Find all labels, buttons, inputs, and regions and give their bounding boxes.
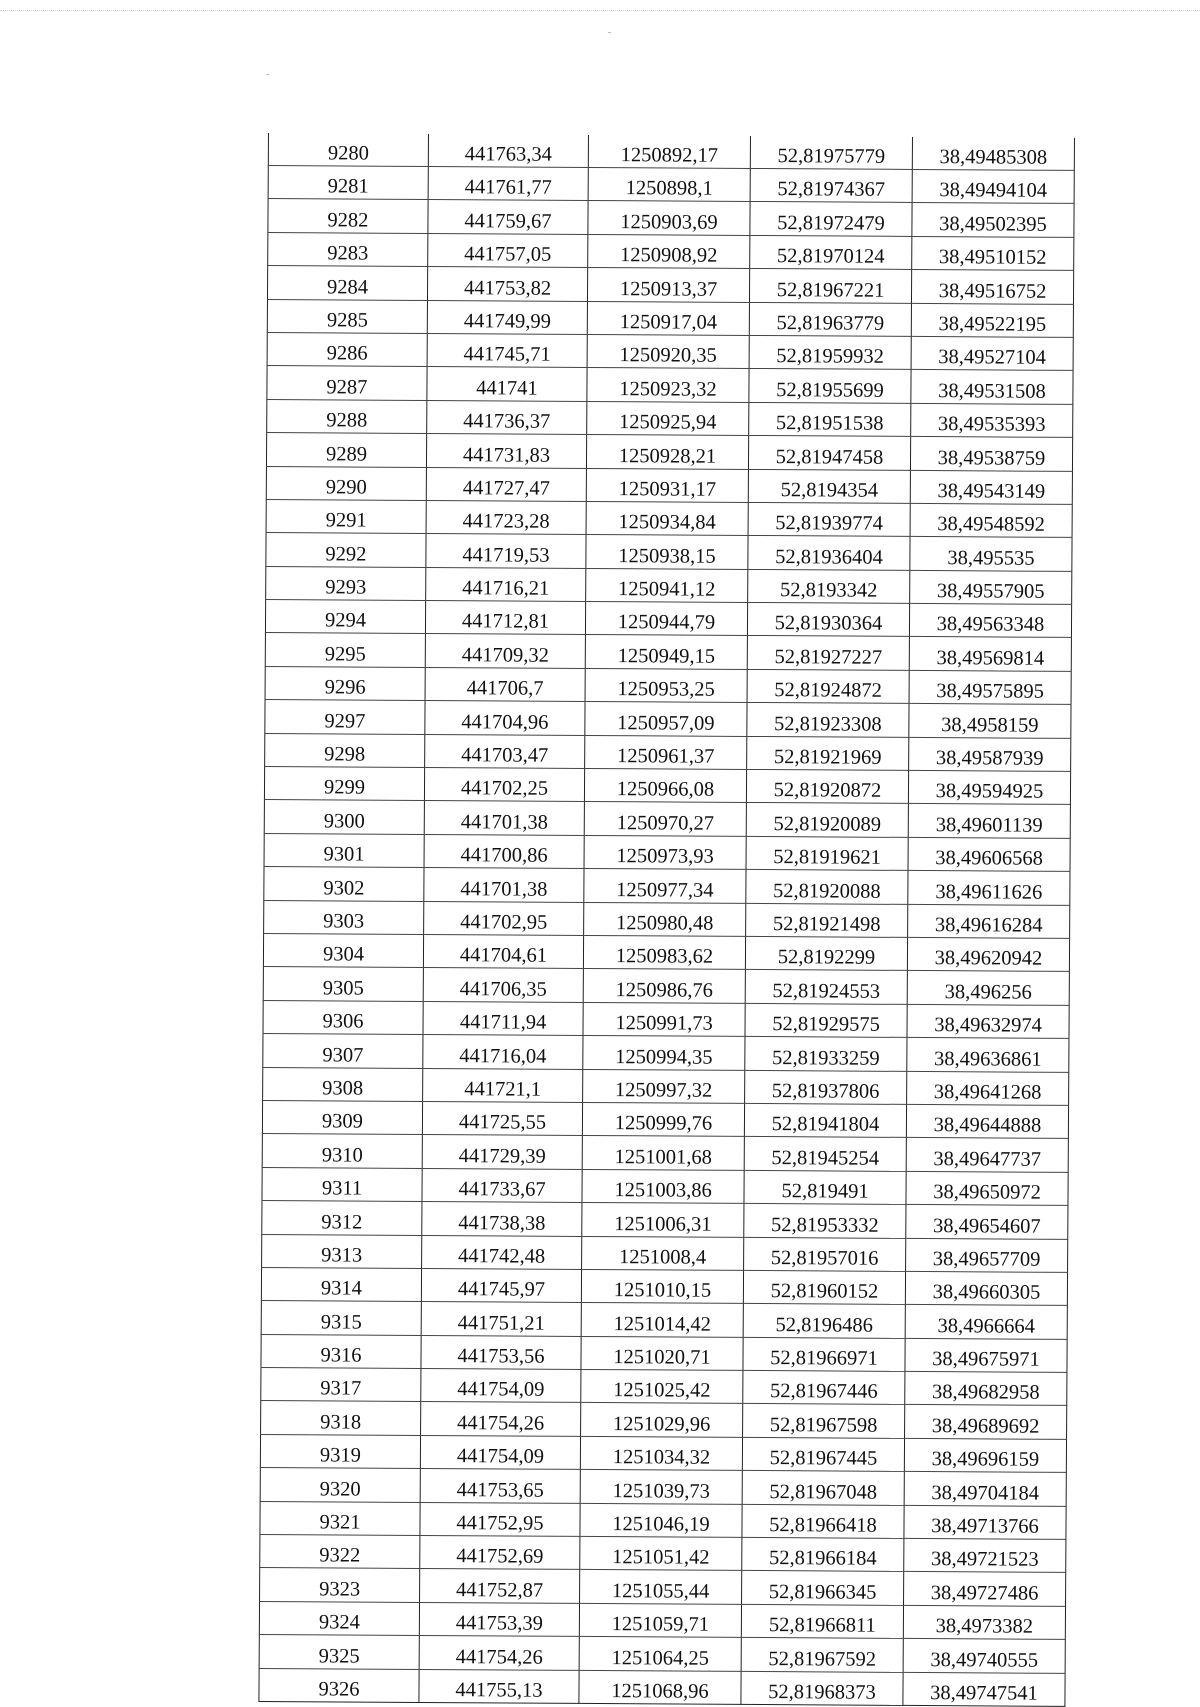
longitude-cell: 38,49548592 xyxy=(910,503,1072,537)
x-coordinate-cell: 441745,97 xyxy=(421,1268,581,1302)
latitude-cell: 52,8194354 xyxy=(748,469,910,503)
x-coordinate-cell: 441721,1 xyxy=(423,1068,583,1102)
latitude-cell: 52,81919621 xyxy=(746,836,908,870)
latitude-cell: 52,81970124 xyxy=(750,235,912,269)
latitude-cell: 52,81972479 xyxy=(750,202,912,236)
point-number-cell: 9301 xyxy=(264,833,424,867)
longitude-cell: 38,49620942 xyxy=(907,937,1069,971)
y-coordinate-cell: 1250957,09 xyxy=(585,702,747,736)
longitude-cell: 38,49641268 xyxy=(907,1071,1069,1105)
y-coordinate-cell: 1250994,35 xyxy=(583,1036,745,1070)
table-row xyxy=(260,1534,1066,1572)
longitude-cell: 38,49689692 xyxy=(905,1405,1067,1439)
x-coordinate-cell: 441752,69 xyxy=(420,1535,580,1569)
latitude-cell: 52,8196486 xyxy=(743,1304,905,1338)
point-number-cell: 9319 xyxy=(260,1434,420,1468)
point-number-cell: 9325 xyxy=(259,1635,419,1669)
y-coordinate-cell: 1250973,93 xyxy=(584,835,746,869)
table-row xyxy=(268,199,1074,237)
y-coordinate-cell: 1250898,1 xyxy=(588,167,750,201)
longitude-cell: 38,49522195 xyxy=(911,303,1073,337)
point-number-cell: 9299 xyxy=(264,767,424,801)
x-coordinate-cell: 441749,99 xyxy=(427,300,587,334)
latitude-cell: 52,81967048 xyxy=(742,1471,904,1505)
longitude-cell: 38,49616284 xyxy=(908,904,1070,938)
table-row xyxy=(265,633,1071,671)
y-coordinate-cell: 1250999,76 xyxy=(582,1102,744,1136)
table-row xyxy=(267,366,1073,404)
latitude-cell: 52,81939774 xyxy=(748,502,910,536)
point-number-cell: 9294 xyxy=(265,600,425,634)
table-row xyxy=(261,1401,1067,1439)
x-coordinate-cell: 441700,86 xyxy=(424,834,584,868)
y-coordinate-cell: 1250986,76 xyxy=(583,969,745,1003)
y-coordinate-cell: 1251001,68 xyxy=(582,1136,744,1170)
table-row xyxy=(263,967,1069,1005)
latitude-cell: 52,81967445 xyxy=(742,1437,904,1471)
x-coordinate-cell: 441711,94 xyxy=(423,1001,583,1035)
latitude-cell: 52,81927227 xyxy=(747,636,909,670)
point-number-cell: 9302 xyxy=(264,867,424,901)
point-number-cell: 9288 xyxy=(267,399,427,433)
latitude-cell: 52,81921498 xyxy=(746,903,908,937)
y-coordinate-cell: 1250928,21 xyxy=(586,435,748,469)
x-coordinate-cell: 441727,47 xyxy=(426,467,586,501)
y-coordinate-cell: 1250938,15 xyxy=(586,535,748,569)
point-number-cell: 9314 xyxy=(261,1267,421,1301)
point-number-cell: 9318 xyxy=(261,1401,421,1435)
point-number-cell: 9317 xyxy=(261,1368,421,1402)
point-number-cell: 9306 xyxy=(263,1000,423,1034)
table-row xyxy=(264,867,1070,905)
y-coordinate-cell: 1251034,32 xyxy=(580,1436,742,1470)
point-number-cell: 9293 xyxy=(266,566,426,600)
table-row xyxy=(266,466,1072,504)
x-coordinate-cell: 441752,95 xyxy=(420,1502,580,1536)
point-number-cell: 9291 xyxy=(266,499,426,533)
table-row xyxy=(261,1301,1067,1339)
latitude-cell: 52,81966345 xyxy=(742,1571,904,1605)
x-coordinate-cell: 441757,05 xyxy=(428,233,588,267)
x-coordinate-cell: 441752,87 xyxy=(420,1569,580,1603)
x-coordinate-cell: 441733,67 xyxy=(422,1168,582,1202)
point-number-cell: 9321 xyxy=(260,1501,420,1535)
point-number-cell: 9280 xyxy=(268,133,428,166)
point-number-cell: 9322 xyxy=(260,1534,420,1568)
point-number-cell: 9311 xyxy=(262,1167,422,1201)
point-number-cell: 9316 xyxy=(261,1334,421,1368)
table-row xyxy=(268,166,1074,204)
table-row xyxy=(262,1167,1068,1205)
scan-edge-line xyxy=(0,10,1200,11)
y-coordinate-cell: 1250991,73 xyxy=(583,1002,745,1036)
latitude-cell: 52,81920872 xyxy=(746,769,908,803)
x-coordinate-cell: 441753,65 xyxy=(420,1469,580,1503)
y-coordinate-cell: 1250966,08 xyxy=(584,768,746,802)
x-coordinate-cell: 441719,53 xyxy=(426,534,586,568)
point-number-cell: 9281 xyxy=(268,166,428,200)
y-coordinate-cell: 1250903,69 xyxy=(588,201,750,235)
point-number-cell: 9303 xyxy=(264,900,424,934)
x-coordinate-cell: 441754,09 xyxy=(420,1435,580,1469)
latitude-cell: 52,81963779 xyxy=(749,302,911,336)
longitude-cell: 38,49632974 xyxy=(907,1004,1069,1038)
latitude-cell: 52,81930364 xyxy=(747,603,909,637)
x-coordinate-cell: 441703,47 xyxy=(425,734,585,768)
y-coordinate-cell: 1250934,84 xyxy=(586,501,748,535)
y-coordinate-cell: 1251055,44 xyxy=(580,1570,742,1604)
table-row xyxy=(264,800,1070,838)
table-row xyxy=(262,1234,1068,1272)
latitude-cell: 52,81959932 xyxy=(749,335,911,369)
x-coordinate-cell: 441738,38 xyxy=(422,1202,582,1236)
longitude-cell: 38,49647737 xyxy=(906,1138,1068,1172)
y-coordinate-cell: 1250920,35 xyxy=(587,334,749,368)
point-number-cell: 9326 xyxy=(259,1668,419,1702)
table-row xyxy=(266,566,1072,604)
y-coordinate-cell: 1251010,15 xyxy=(581,1269,743,1303)
point-number-cell: 9315 xyxy=(261,1301,421,1335)
point-number-cell: 9286 xyxy=(267,332,427,366)
point-number-cell: 9313 xyxy=(262,1234,422,1268)
latitude-cell: 52,8192299 xyxy=(745,936,907,970)
x-coordinate-cell: 441745,71 xyxy=(427,333,587,367)
x-coordinate-cell: 441706,7 xyxy=(425,667,585,701)
latitude-cell: 52,81966811 xyxy=(741,1604,903,1638)
x-coordinate-cell: 441753,39 xyxy=(419,1602,579,1636)
table-row xyxy=(261,1267,1067,1305)
table-row xyxy=(262,1201,1068,1239)
table-row xyxy=(260,1468,1066,1506)
table-row xyxy=(267,299,1073,337)
latitude-cell: 52,81951538 xyxy=(749,402,911,436)
latitude-cell: 52,81966418 xyxy=(742,1504,904,1538)
y-coordinate-cell: 1251046,19 xyxy=(580,1503,742,1537)
latitude-cell: 52,81923308 xyxy=(747,703,909,737)
longitude-cell: 38,49657709 xyxy=(906,1238,1068,1272)
latitude-cell: 52,81955699 xyxy=(749,369,911,403)
table-row xyxy=(264,900,1070,938)
x-coordinate-cell: 441751,21 xyxy=(421,1302,581,1336)
longitude-cell: 38,49650972 xyxy=(906,1171,1068,1205)
latitude-cell: 52,81967446 xyxy=(743,1370,905,1404)
table-row xyxy=(264,833,1070,871)
latitude-cell: 52,81929575 xyxy=(745,1003,907,1037)
longitude-cell: 38,4958159 xyxy=(909,704,1071,738)
y-coordinate-cell: 1251020,71 xyxy=(581,1336,743,1370)
longitude-cell: 38,49601139 xyxy=(908,804,1070,838)
point-number-cell: 9320 xyxy=(260,1468,420,1502)
table-row xyxy=(266,499,1072,537)
x-coordinate-cell: 441741 xyxy=(427,367,587,401)
table-row xyxy=(263,1034,1069,1072)
longitude-cell: 38,49502395 xyxy=(912,203,1074,237)
coordinates-table xyxy=(258,133,1075,1707)
point-number-cell: 9309 xyxy=(262,1100,422,1134)
latitude-cell: 52,81945254 xyxy=(744,1137,906,1171)
y-coordinate-cell: 1250941,12 xyxy=(586,568,748,602)
longitude-cell: 38,496256 xyxy=(907,971,1069,1005)
table-row xyxy=(259,1635,1065,1673)
x-coordinate-cell: 441725,55 xyxy=(422,1101,582,1135)
longitude-cell: 38,49606568 xyxy=(908,837,1070,871)
x-coordinate-cell: 441742,48 xyxy=(422,1235,582,1269)
table-row xyxy=(265,700,1071,738)
table-row xyxy=(264,767,1070,805)
y-coordinate-cell: 1250908,92 xyxy=(588,234,750,268)
latitude-cell: 52,81953332 xyxy=(744,1204,906,1238)
x-coordinate-cell: 441759,67 xyxy=(428,200,588,234)
point-number-cell: 9308 xyxy=(263,1067,423,1101)
y-coordinate-cell: 1250980,48 xyxy=(584,902,746,936)
table-row xyxy=(266,433,1072,471)
point-number-cell: 9289 xyxy=(266,433,426,467)
latitude-cell: 52,81974367 xyxy=(750,168,912,202)
x-coordinate-cell: 441701,38 xyxy=(424,801,584,835)
y-coordinate-cell: 1250949,15 xyxy=(585,635,747,669)
longitude-cell: 38,49682958 xyxy=(905,1371,1067,1405)
x-coordinate-cell: 441704,96 xyxy=(425,701,585,735)
x-coordinate-cell: 441754,26 xyxy=(419,1636,579,1670)
latitude-cell: 52,81957016 xyxy=(744,1237,906,1271)
latitude-cell: 52,81975779 xyxy=(750,136,912,169)
y-coordinate-cell: 1250997,32 xyxy=(583,1069,745,1103)
point-number-cell: 9287 xyxy=(267,366,427,400)
longitude-cell: 38,49704184 xyxy=(904,1472,1066,1506)
table-row xyxy=(260,1568,1066,1606)
latitude-cell: 52,81936404 xyxy=(748,536,910,570)
point-number-cell: 9296 xyxy=(265,666,425,700)
table-row xyxy=(268,232,1074,270)
table-row xyxy=(262,1100,1068,1138)
longitude-cell: 38,49535393 xyxy=(911,403,1073,437)
x-coordinate-cell: 441702,25 xyxy=(424,767,584,801)
table-row xyxy=(267,266,1073,304)
point-number-cell: 9307 xyxy=(263,1034,423,1068)
latitude-cell: 52,81933259 xyxy=(745,1037,907,1071)
y-coordinate-cell: 1250953,25 xyxy=(585,668,747,702)
y-coordinate-cell: 1251068,96 xyxy=(579,1670,741,1704)
scan-speck xyxy=(608,32,611,33)
point-number-cell: 9298 xyxy=(265,733,425,767)
table-row xyxy=(263,1067,1069,1105)
longitude-cell: 38,49531508 xyxy=(911,370,1073,404)
x-coordinate-cell: 441709,32 xyxy=(425,634,585,668)
table-row xyxy=(261,1368,1067,1406)
point-number-cell: 9297 xyxy=(265,700,425,734)
x-coordinate-cell: 441736,37 xyxy=(427,400,587,434)
x-coordinate-cell: 441706,35 xyxy=(423,968,583,1002)
y-coordinate-cell: 1250923,32 xyxy=(587,368,749,402)
point-number-cell: 9300 xyxy=(264,800,424,834)
latitude-cell: 52,81924553 xyxy=(745,970,907,1004)
latitude-cell: 52,81920088 xyxy=(746,870,908,904)
point-number-cell: 9283 xyxy=(268,232,428,266)
longitude-cell: 38,49557905 xyxy=(910,570,1072,604)
point-number-cell: 9285 xyxy=(267,299,427,333)
y-coordinate-cell: 1250892,17 xyxy=(588,135,750,168)
y-coordinate-cell: 1251051,42 xyxy=(580,1536,742,1570)
coordinates-table-container xyxy=(258,133,1074,1707)
table-row xyxy=(260,1501,1066,1539)
x-coordinate-cell: 441753,56 xyxy=(421,1335,581,1369)
longitude-cell: 38,49611626 xyxy=(908,871,1070,905)
coordinates-table-body xyxy=(259,133,1075,1706)
longitude-cell: 38,49740555 xyxy=(903,1639,1065,1673)
longitude-cell: 38,49575895 xyxy=(909,670,1071,704)
y-coordinate-cell: 1251025,42 xyxy=(581,1369,743,1403)
point-number-cell: 9290 xyxy=(266,466,426,500)
x-coordinate-cell: 441754,26 xyxy=(421,1402,581,1436)
x-coordinate-cell: 441723,28 xyxy=(426,500,586,534)
y-coordinate-cell: 1250961,37 xyxy=(585,735,747,769)
y-coordinate-cell: 1251003,86 xyxy=(582,1169,744,1203)
x-coordinate-cell: 441753,82 xyxy=(427,267,587,301)
longitude-cell: 38,49721523 xyxy=(904,1538,1066,1572)
longitude-cell: 38,49660305 xyxy=(905,1271,1067,1305)
latitude-cell: 52,819491 xyxy=(744,1170,906,1204)
longitude-cell: 38,49516752 xyxy=(911,270,1073,304)
table-row xyxy=(266,533,1072,571)
x-coordinate-cell: 441704,61 xyxy=(423,934,583,968)
point-number-cell: 9295 xyxy=(265,633,425,667)
x-coordinate-cell: 441763,34 xyxy=(428,134,588,167)
x-coordinate-cell: 441755,13 xyxy=(419,1669,579,1703)
latitude-cell: 52,81967598 xyxy=(743,1404,905,1438)
scan-speck xyxy=(266,74,269,75)
longitude-cell: 38,49654607 xyxy=(906,1205,1068,1239)
latitude-cell: 52,81967592 xyxy=(741,1638,903,1672)
y-coordinate-cell: 1251064,25 xyxy=(579,1637,741,1671)
y-coordinate-cell: 1250970,27 xyxy=(584,802,746,836)
x-coordinate-cell: 441702,95 xyxy=(424,901,584,935)
longitude-cell: 38,49713766 xyxy=(904,1505,1066,1539)
longitude-cell: 38,49569814 xyxy=(909,637,1071,671)
longitude-cell: 38,49485308 xyxy=(912,137,1074,170)
y-coordinate-cell: 1251059,71 xyxy=(579,1603,741,1637)
x-coordinate-cell: 441729,39 xyxy=(422,1135,582,1169)
table-row xyxy=(265,666,1071,704)
table-row xyxy=(263,933,1069,971)
x-coordinate-cell: 441701,38 xyxy=(424,868,584,902)
point-number-cell: 9305 xyxy=(263,967,423,1001)
point-number-cell: 9310 xyxy=(262,1134,422,1168)
table-row xyxy=(267,399,1073,437)
longitude-cell: 38,49636861 xyxy=(907,1038,1069,1072)
latitude-cell: 52,81921969 xyxy=(747,736,909,770)
point-number-cell: 9312 xyxy=(262,1201,422,1235)
longitude-cell: 38,49510152 xyxy=(912,236,1074,270)
x-coordinate-cell: 441716,21 xyxy=(426,567,586,601)
point-number-cell: 9282 xyxy=(268,199,428,233)
y-coordinate-cell: 1250913,37 xyxy=(587,268,749,302)
x-coordinate-cell: 441712,81 xyxy=(425,601,585,635)
longitude-cell: 38,49747541 xyxy=(903,1672,1065,1706)
point-number-cell: 9324 xyxy=(259,1601,419,1635)
point-number-cell: 9292 xyxy=(266,533,426,567)
longitude-cell: 38,49594925 xyxy=(908,770,1070,804)
y-coordinate-cell: 1251014,42 xyxy=(581,1303,743,1337)
latitude-cell: 52,81967221 xyxy=(749,269,911,303)
point-number-cell: 9304 xyxy=(263,933,423,967)
latitude-cell: 52,81960152 xyxy=(743,1270,905,1304)
longitude-cell: 38,495535 xyxy=(910,537,1072,571)
y-coordinate-cell: 1250977,34 xyxy=(584,869,746,903)
y-coordinate-cell: 1251006,31 xyxy=(582,1203,744,1237)
latitude-cell: 52,8193342 xyxy=(748,569,910,603)
longitude-cell: 38,49494104 xyxy=(912,169,1074,203)
x-coordinate-cell: 441761,77 xyxy=(428,166,588,200)
latitude-cell: 52,81937806 xyxy=(745,1070,907,1104)
longitude-cell: 38,49727486 xyxy=(904,1572,1066,1606)
longitude-cell: 38,49543149 xyxy=(910,470,1072,504)
longitude-cell: 38,49644888 xyxy=(906,1104,1068,1138)
x-coordinate-cell: 441716,04 xyxy=(423,1035,583,1069)
longitude-cell: 38,49675971 xyxy=(905,1338,1067,1372)
latitude-cell: 52,81924872 xyxy=(747,669,909,703)
longitude-cell: 38,4966664 xyxy=(905,1305,1067,1339)
y-coordinate-cell: 1250944,79 xyxy=(585,602,747,636)
latitude-cell: 52,81941804 xyxy=(744,1103,906,1137)
longitude-cell: 38,49527104 xyxy=(911,336,1073,370)
table-row xyxy=(263,1000,1069,1038)
table-row xyxy=(259,1601,1065,1639)
latitude-cell: 52,81920089 xyxy=(746,803,908,837)
longitude-cell: 38,4973382 xyxy=(903,1605,1065,1639)
y-coordinate-cell: 1251008,4 xyxy=(582,1236,744,1270)
x-coordinate-cell: 441754,09 xyxy=(421,1369,581,1403)
longitude-cell: 38,49587939 xyxy=(909,737,1071,771)
table-row xyxy=(267,332,1073,370)
x-coordinate-cell: 441731,83 xyxy=(426,434,586,468)
longitude-cell: 38,49563348 xyxy=(909,604,1071,638)
y-coordinate-cell: 1250917,04 xyxy=(587,301,749,335)
longitude-cell: 38,49696159 xyxy=(904,1438,1066,1472)
latitude-cell: 52,81966971 xyxy=(743,1337,905,1371)
table-row xyxy=(259,1668,1065,1706)
point-number-cell: 9323 xyxy=(260,1568,420,1602)
table-row xyxy=(260,1434,1066,1472)
y-coordinate-cell: 1250931,17 xyxy=(586,468,748,502)
longitude-cell: 38,49538759 xyxy=(910,437,1072,471)
latitude-cell: 52,81947458 xyxy=(748,436,910,470)
point-number-cell: 9284 xyxy=(267,266,427,300)
latitude-cell: 52,81966184 xyxy=(742,1537,904,1571)
y-coordinate-cell: 1251039,73 xyxy=(580,1470,742,1504)
table-row xyxy=(265,600,1071,638)
latitude-cell: 52,81968373 xyxy=(741,1671,903,1705)
table-row xyxy=(261,1334,1067,1372)
table-row xyxy=(268,133,1074,170)
table-row xyxy=(265,733,1071,771)
y-coordinate-cell: 1251029,96 xyxy=(581,1403,743,1437)
table-row xyxy=(262,1134,1068,1172)
y-coordinate-cell: 1250983,62 xyxy=(583,935,745,969)
y-coordinate-cell: 1250925,94 xyxy=(587,401,749,435)
